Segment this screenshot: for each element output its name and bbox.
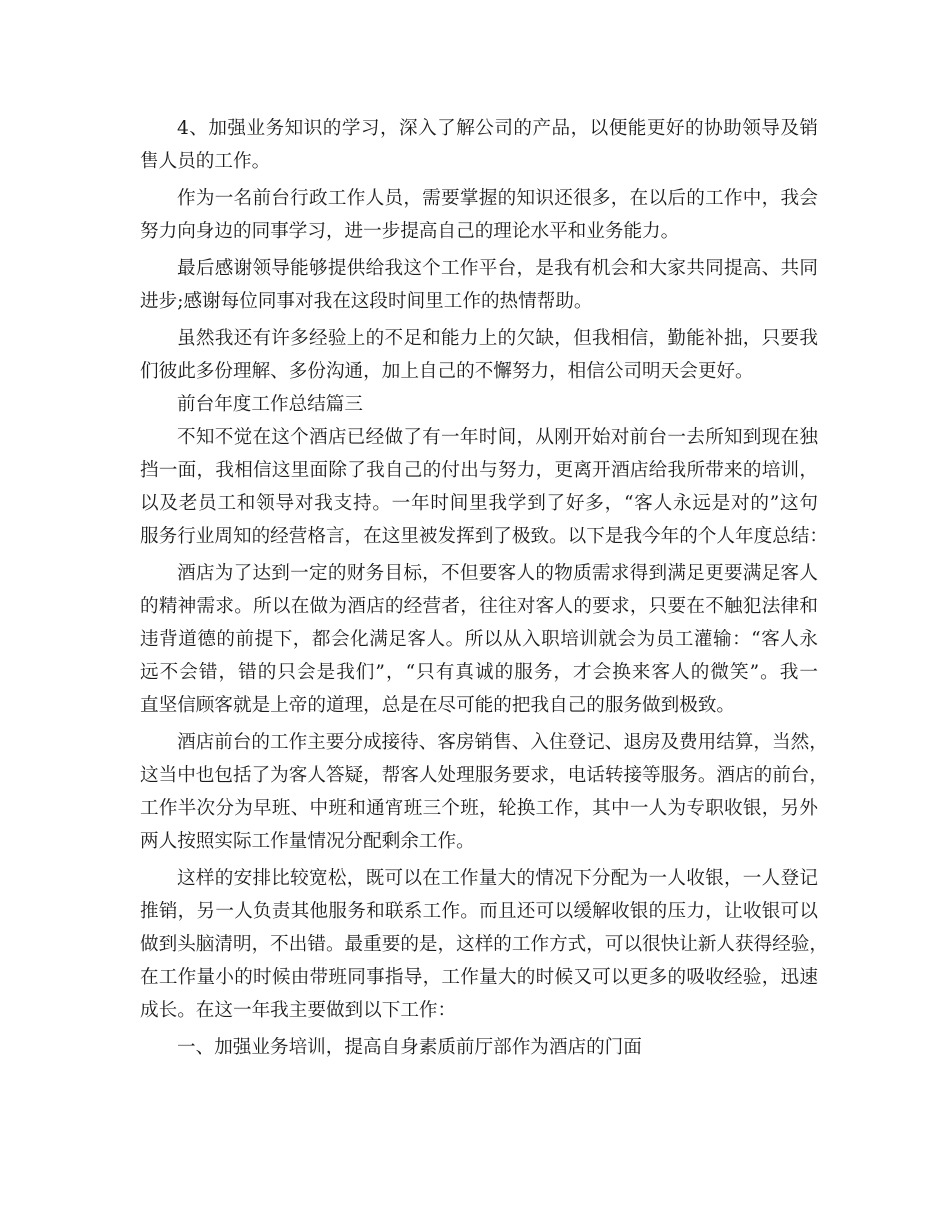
paragraph-line: 推销，另一人负责其他服务和联系工作。而且还可以缓解收银的压力，让收银可以 (140, 901, 818, 922)
paragraph-line: 远不会错，错的只会是我们”，“只有真诚的服务，才会换来客人的微笑”。我一 (140, 662, 818, 683)
paragraph-line: 4、加强业务知识的学习，深入了解公司的产品，以便能更好的协助领导及销 (177, 118, 818, 139)
document-page (140, 112, 828, 1064)
paragraph-line: 酒店为了达到一定的财务目标，不但要客人的物质需求得到满足更要满足客人 (177, 563, 818, 584)
paragraph-line: 工作半次分为早班、中班和通宵班三个班，轮换工作，其中一人为专职收银，另外 (140, 798, 818, 819)
paragraph-line: 虽然我还有许多经验上的不足和能力上的欠缺，但我相信，勤能补拙，只要我 (177, 328, 818, 349)
paragraph-line: 最后感谢领导能够提供给我这个工作平台，是我有机会和大家共同提高、共同 (177, 258, 818, 279)
paragraph-line: 这当中也包括了为客人答疑，帮客人处理服务要求，电话转接等服务。酒店的前台， (140, 765, 828, 786)
paragraph-line: 两人按照实际工作量情况分配剩余工作。 (140, 831, 475, 852)
paragraph-line: 在工作量小的时候由带班同事指导，工作量大的时候又可以更多的吸收经验，迅速 (140, 967, 818, 988)
paragraph-line: 服务行业周知的经营格言，在这里被发挥到了极致。以下是我今年的个人年度总结： (140, 526, 828, 547)
paragraph-line: 挡一面，我相信这里面除了我自己的付出与努力，更离开酒店给我所带来的培训， (140, 460, 818, 481)
paragraph-line: 这样的安排比较宽松，既可以在工作量大的情况下分配为一人收银，一人登记 (177, 868, 818, 889)
paragraph-line: 酒店前台的工作主要分成接待、客房销售、入住登记、退房及费用结算，当然， (177, 732, 828, 753)
section-heading: 前台年度工作总结篇三 (177, 394, 363, 415)
paragraph-line: 努力向身边的同事学习，进一步提高自己的理论水平和业务能力。 (140, 221, 680, 242)
paragraph-line: 进步;感谢每位同事对我在这段时间里工作的热情帮助。 (140, 291, 593, 312)
paragraph-line: 违背道德的前提下，都会化满足客人。所以从入职培训就会为员工灌输：“客人永 (140, 629, 818, 650)
paragraph-line: 做到头脑清明，不出错。最重要的是，这样的工作方式，可以很快让新人获得经验， (140, 934, 828, 955)
paragraph-line: 以及老员工和领导对我支持。一年时间里我学到了好多，“客人永远是对的”这句 (140, 493, 818, 514)
paragraph-line: 成长。在这一年我主要做到以下工作： (140, 1000, 457, 1021)
paragraph-line: 的精神需求。所以在做为酒店的经营者，往往对客人的要求，只要在不触犯法律和 (140, 596, 818, 617)
section-heading: 一、加强业务培训，提高自身素质前厅部作为酒店的门面 (177, 1037, 642, 1058)
paragraph-line: 直坚信顾客就是上帝的道理，总是在尽可能的把我自己的服务做到极致。 (140, 695, 736, 716)
paragraph-line: 不知不觉在这个酒店已经做了有一年时间，从刚开始对前台一去所知到现在独 (177, 427, 818, 448)
paragraph-line: 作为一名前台行政工作人员，需要掌握的知识还很多，在以后的工作中，我会 (177, 188, 818, 209)
paragraph-line: 们彼此多份理解、多份沟通，加上自己的不懈努力，相信公司明天会更好。 (140, 361, 754, 382)
paragraph-line: 售人员的工作。 (140, 151, 271, 172)
